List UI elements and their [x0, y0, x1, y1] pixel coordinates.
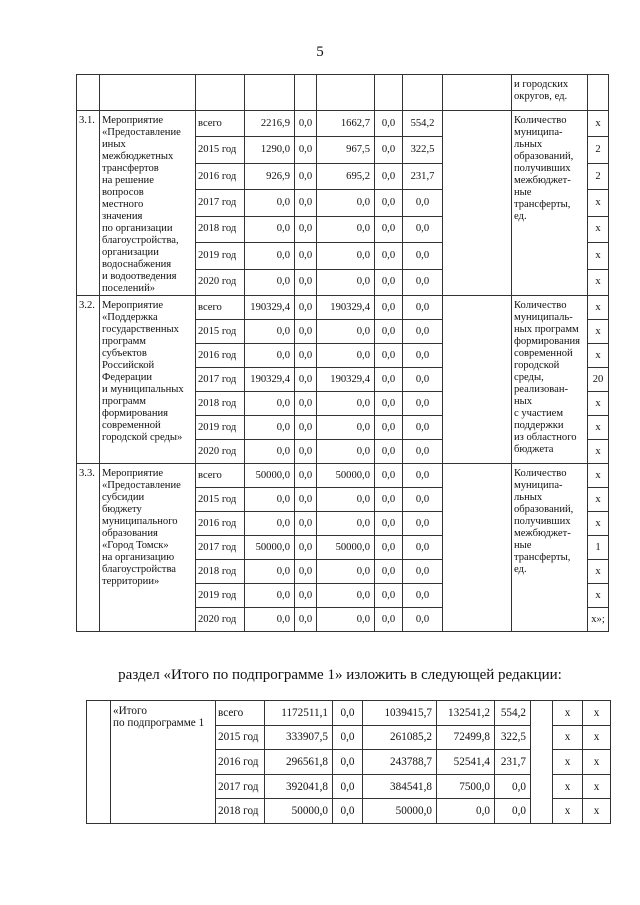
empty-cell	[588, 75, 609, 111]
value-cell: 0,0	[295, 464, 317, 488]
year-cell: 2019 год	[196, 416, 245, 440]
indicator-cell: Количество муниципа- льных образований, получивших межбюджет- ные трансферты, ед.	[512, 111, 588, 296]
total-table	[86, 700, 611, 824]
year-cell: всего	[216, 701, 265, 726]
value-cell: 0,0	[295, 216, 317, 242]
value-cell: 2216,9	[245, 111, 295, 137]
year-cell: 2018 год	[196, 216, 245, 242]
value-cell: 0,0	[317, 392, 375, 416]
year-cell: 2016 год	[196, 512, 245, 536]
value-cell: 0,0	[295, 344, 317, 368]
value-cell: 0,0	[245, 344, 295, 368]
value-cell: 0,0	[495, 799, 531, 824]
value-cell: 0,0	[245, 560, 295, 584]
value-cell: 333907,5	[265, 725, 333, 750]
value-cell: 261085,2	[363, 725, 437, 750]
value-cell: 0,0	[295, 536, 317, 560]
indicator-value: х»;	[588, 608, 609, 632]
measure-row	[77, 296, 609, 320]
value-cell: 0,0	[317, 584, 375, 608]
indicator-value: х	[583, 799, 611, 824]
indicator-value: х	[588, 269, 609, 295]
continuation-row	[77, 75, 609, 111]
value-cell: 0,0	[375, 269, 403, 295]
value-cell: 322,5	[403, 137, 443, 163]
value-cell: 0,0	[375, 536, 403, 560]
indicator-value: х	[583, 725, 611, 750]
indicator-cell: и городских округов, ед.	[512, 75, 588, 111]
value-cell: 231,7	[403, 163, 443, 189]
indicator-value: х	[588, 392, 609, 416]
value-cell: 0,0	[375, 488, 403, 512]
indicator-value: 20	[588, 368, 609, 392]
value-cell: 0,0	[403, 464, 443, 488]
indicator-value: х	[588, 464, 609, 488]
year-cell: 2015 год	[196, 320, 245, 344]
measure-number: 3.1.	[77, 111, 100, 296]
value-cell: 0,0	[403, 320, 443, 344]
value-cell: 0,0	[333, 701, 363, 726]
value-cell: 0,0	[403, 608, 443, 632]
value-cell: 0,0	[245, 584, 295, 608]
value-cell: 322,5	[495, 725, 531, 750]
value-cell: 0,0	[403, 296, 443, 320]
value-cell: 50000,0	[317, 464, 375, 488]
value-cell: 0,0	[295, 269, 317, 295]
value-cell: 50000,0	[245, 464, 295, 488]
value-cell: 0,0	[317, 416, 375, 440]
value-cell: 0,0	[317, 216, 375, 242]
indicator-value: 1	[588, 536, 609, 560]
value-cell: 0,0	[375, 416, 403, 440]
indicator-value: х	[588, 584, 609, 608]
value-cell: 0,0	[295, 190, 317, 216]
value-cell: 0,0	[375, 216, 403, 242]
measure-name: Мероприятие «Поддержка государственных программ субъектов Российской Федерации и муниципальных программ формирования современной городской среды»	[100, 296, 196, 464]
value-cell: 0,0	[375, 111, 403, 137]
empty-cell	[403, 75, 443, 111]
indicator-value: х	[553, 725, 583, 750]
value-cell: 0,0	[375, 163, 403, 189]
value-cell: 0,0	[333, 750, 363, 775]
value-cell: 0,0	[403, 392, 443, 416]
value-cell: 0,0	[333, 725, 363, 750]
year-cell: всего	[196, 296, 245, 320]
value-cell: 0,0	[403, 269, 443, 295]
value-cell: 0,0	[317, 320, 375, 344]
value-cell: 0,0	[295, 137, 317, 163]
value-cell: 695,2	[317, 163, 375, 189]
value-cell: 384541,8	[363, 774, 437, 799]
value-cell: 190329,4	[245, 368, 295, 392]
value-cell: 0,0	[375, 296, 403, 320]
empty-cell	[443, 75, 512, 111]
year-cell: 2015 год	[196, 488, 245, 512]
value-cell: 0,0	[403, 368, 443, 392]
year-cell: 2016 год	[196, 163, 245, 189]
value-cell: 50000,0	[363, 799, 437, 824]
value-cell: 0,0	[495, 774, 531, 799]
value-cell: 0,0	[375, 512, 403, 536]
value-cell: 231,7	[495, 750, 531, 775]
value-cell: 0,0	[317, 269, 375, 295]
value-cell: 0,0	[317, 243, 375, 269]
value-cell: 0,0	[245, 488, 295, 512]
value-cell: 0,0	[333, 799, 363, 824]
value-cell: 0,0	[245, 392, 295, 416]
indicator-cell: Количество муниципа- льных образований, получивших межбюджет- ные трансферты, ед.	[512, 464, 588, 632]
indicator-value: х	[588, 216, 609, 242]
measure-row	[77, 464, 609, 488]
year-cell: 2020 год	[196, 269, 245, 295]
value-cell: 0,0	[403, 536, 443, 560]
value-cell: 296561,8	[265, 750, 333, 775]
indicator-value: х	[588, 296, 609, 320]
indicator-value: 2	[588, 137, 609, 163]
value-cell: 0,0	[375, 190, 403, 216]
year-cell: 2020 год	[196, 440, 245, 464]
value-cell: 0,0	[295, 320, 317, 344]
measure-name: Мероприятие «Предоставление иных межбюджетных трансфертов на решение вопросов местного значения по организации благоустройства, организации водоснабжения и водоотведения поселений»	[100, 111, 196, 296]
value-cell: 0,0	[295, 163, 317, 189]
value-cell: 0,0	[375, 584, 403, 608]
indicator-value: х	[553, 799, 583, 824]
indicator-value: х	[588, 416, 609, 440]
indicator-value: х	[553, 750, 583, 775]
indicator-value: х	[583, 750, 611, 775]
indicator-value: х	[553, 774, 583, 799]
value-cell: 0,0	[375, 368, 403, 392]
value-cell: 0,0	[403, 216, 443, 242]
value-cell: 0,0	[295, 512, 317, 536]
executor-cell	[443, 111, 512, 296]
empty-cell	[196, 75, 245, 111]
value-cell: 50000,0	[245, 536, 295, 560]
measure-name: Мероприятие «Предоставление субсидии бюджету муниципального образования «Город Томск» на организацию благоустройства территории»	[100, 464, 196, 632]
value-cell: 132541,2	[437, 701, 495, 726]
executor-cell	[443, 296, 512, 464]
value-cell: 0,0	[403, 344, 443, 368]
value-cell: 0,0	[317, 440, 375, 464]
year-cell: 2015 год	[196, 137, 245, 163]
executor-cell	[531, 701, 553, 824]
value-cell: 0,0	[295, 608, 317, 632]
year-cell: 2016 год	[196, 344, 245, 368]
value-cell: 0,0	[317, 512, 375, 536]
empty-cell	[100, 75, 196, 111]
value-cell: 0,0	[403, 584, 443, 608]
year-cell: 2020 год	[196, 608, 245, 632]
year-cell: 2017 год	[196, 536, 245, 560]
value-cell: 0,0	[245, 190, 295, 216]
indicator-value: х	[588, 488, 609, 512]
indicator-value: х	[588, 320, 609, 344]
indicator-value: х	[588, 512, 609, 536]
indicator-value: х	[588, 111, 609, 137]
value-cell: 0,0	[245, 320, 295, 344]
value-cell: 0,0	[375, 608, 403, 632]
year-cell: 2017 год	[216, 774, 265, 799]
empty-cell	[375, 75, 403, 111]
empty-cell	[317, 75, 375, 111]
indicator-value: 2	[588, 163, 609, 189]
indicator-value: х	[588, 190, 609, 216]
executor-cell	[443, 464, 512, 632]
total-name: «Итого по подпрограмме 1	[111, 701, 216, 824]
value-cell: 0,0	[295, 111, 317, 137]
value-cell: 52541,4	[437, 750, 495, 775]
value-cell: 190329,4	[317, 368, 375, 392]
value-cell: 0,0	[333, 774, 363, 799]
year-cell: всего	[196, 111, 245, 137]
total-row	[87, 701, 611, 726]
value-cell: 554,2	[495, 701, 531, 726]
value-cell: 1039415,7	[363, 701, 437, 726]
value-cell: 0,0	[403, 243, 443, 269]
value-cell: 1662,7	[317, 111, 375, 137]
value-cell: 190329,4	[245, 296, 295, 320]
value-cell: 243788,7	[363, 750, 437, 775]
value-cell: 0,0	[437, 799, 495, 824]
value-cell: 190329,4	[317, 296, 375, 320]
indicator-value: х	[553, 701, 583, 726]
value-cell: 0,0	[403, 488, 443, 512]
value-cell: 0,0	[245, 512, 295, 536]
value-cell: 1172511,1	[265, 701, 333, 726]
empty-cell	[87, 701, 111, 824]
measures-table	[76, 74, 609, 632]
value-cell: 0,0	[375, 344, 403, 368]
year-cell: 2016 год	[216, 750, 265, 775]
value-cell: 50000,0	[265, 799, 333, 824]
value-cell: 0,0	[403, 512, 443, 536]
value-cell: 0,0	[403, 440, 443, 464]
indicator-value: х	[588, 243, 609, 269]
value-cell: 0,0	[295, 560, 317, 584]
value-cell: 0,0	[295, 368, 317, 392]
value-cell: 0,0	[375, 464, 403, 488]
value-cell: 0,0	[403, 560, 443, 584]
value-cell: 0,0	[245, 416, 295, 440]
value-cell: 967,5	[317, 137, 375, 163]
measures-table-body	[77, 75, 609, 632]
value-cell: 50000,0	[317, 536, 375, 560]
indicator-value: х	[588, 344, 609, 368]
year-cell: 2015 год	[216, 725, 265, 750]
indicator-cell: Количество муниципаль- ных программ формирования современной городской среды, реализован- ных с участием поддержки из областного бюджета	[512, 296, 588, 464]
value-cell: 0,0	[317, 488, 375, 512]
value-cell: 0,0	[403, 190, 443, 216]
measure-number: 3.2.	[77, 296, 100, 464]
value-cell: 0,0	[295, 488, 317, 512]
value-cell: 0,0	[245, 608, 295, 632]
indicator-value: х	[583, 701, 611, 726]
year-cell: всего	[196, 464, 245, 488]
value-cell: 0,0	[317, 560, 375, 584]
year-cell: 2018 год	[196, 560, 245, 584]
value-cell: 0,0	[295, 296, 317, 320]
value-cell: 0,0	[245, 269, 295, 295]
year-cell: 2018 год	[196, 392, 245, 416]
year-cell: 2019 год	[196, 243, 245, 269]
indicator-value: х	[583, 774, 611, 799]
year-cell: 2017 год	[196, 368, 245, 392]
value-cell: 0,0	[375, 243, 403, 269]
value-cell: 0,0	[403, 416, 443, 440]
value-cell: 72499,8	[437, 725, 495, 750]
value-cell: 0,0	[375, 137, 403, 163]
value-cell: 0,0	[295, 584, 317, 608]
year-cell: 2019 год	[196, 584, 245, 608]
section-caption: раздел «Итого по подпрограмме 1» изложить в следующей редакции:	[118, 667, 562, 683]
indicator-value: х	[588, 440, 609, 464]
value-cell: 926,9	[245, 163, 295, 189]
empty-cell	[295, 75, 317, 111]
value-cell: 0,0	[295, 416, 317, 440]
year-cell: 2017 год	[196, 190, 245, 216]
value-cell: 0,0	[295, 392, 317, 416]
value-cell: 7500,0	[437, 774, 495, 799]
indicator-value: х	[588, 560, 609, 584]
value-cell: 1290,0	[245, 137, 295, 163]
value-cell: 0,0	[295, 243, 317, 269]
total-table-body	[87, 701, 611, 824]
value-cell: 0,0	[317, 608, 375, 632]
empty-cell	[77, 75, 100, 111]
value-cell: 0,0	[375, 320, 403, 344]
value-cell: 0,0	[375, 392, 403, 416]
value-cell: 0,0	[375, 440, 403, 464]
measure-number: 3.3.	[77, 464, 100, 632]
value-cell: 0,0	[245, 440, 295, 464]
value-cell: 392041,8	[265, 774, 333, 799]
value-cell: 0,0	[245, 216, 295, 242]
page-number: 5	[316, 44, 324, 60]
value-cell: 0,0	[375, 560, 403, 584]
empty-cell	[245, 75, 295, 111]
value-cell: 0,0	[317, 190, 375, 216]
value-cell: 0,0	[317, 344, 375, 368]
measure-row	[77, 111, 609, 137]
year-cell: 2018 год	[216, 799, 265, 824]
value-cell: 554,2	[403, 111, 443, 137]
value-cell: 0,0	[295, 440, 317, 464]
value-cell: 0,0	[245, 243, 295, 269]
